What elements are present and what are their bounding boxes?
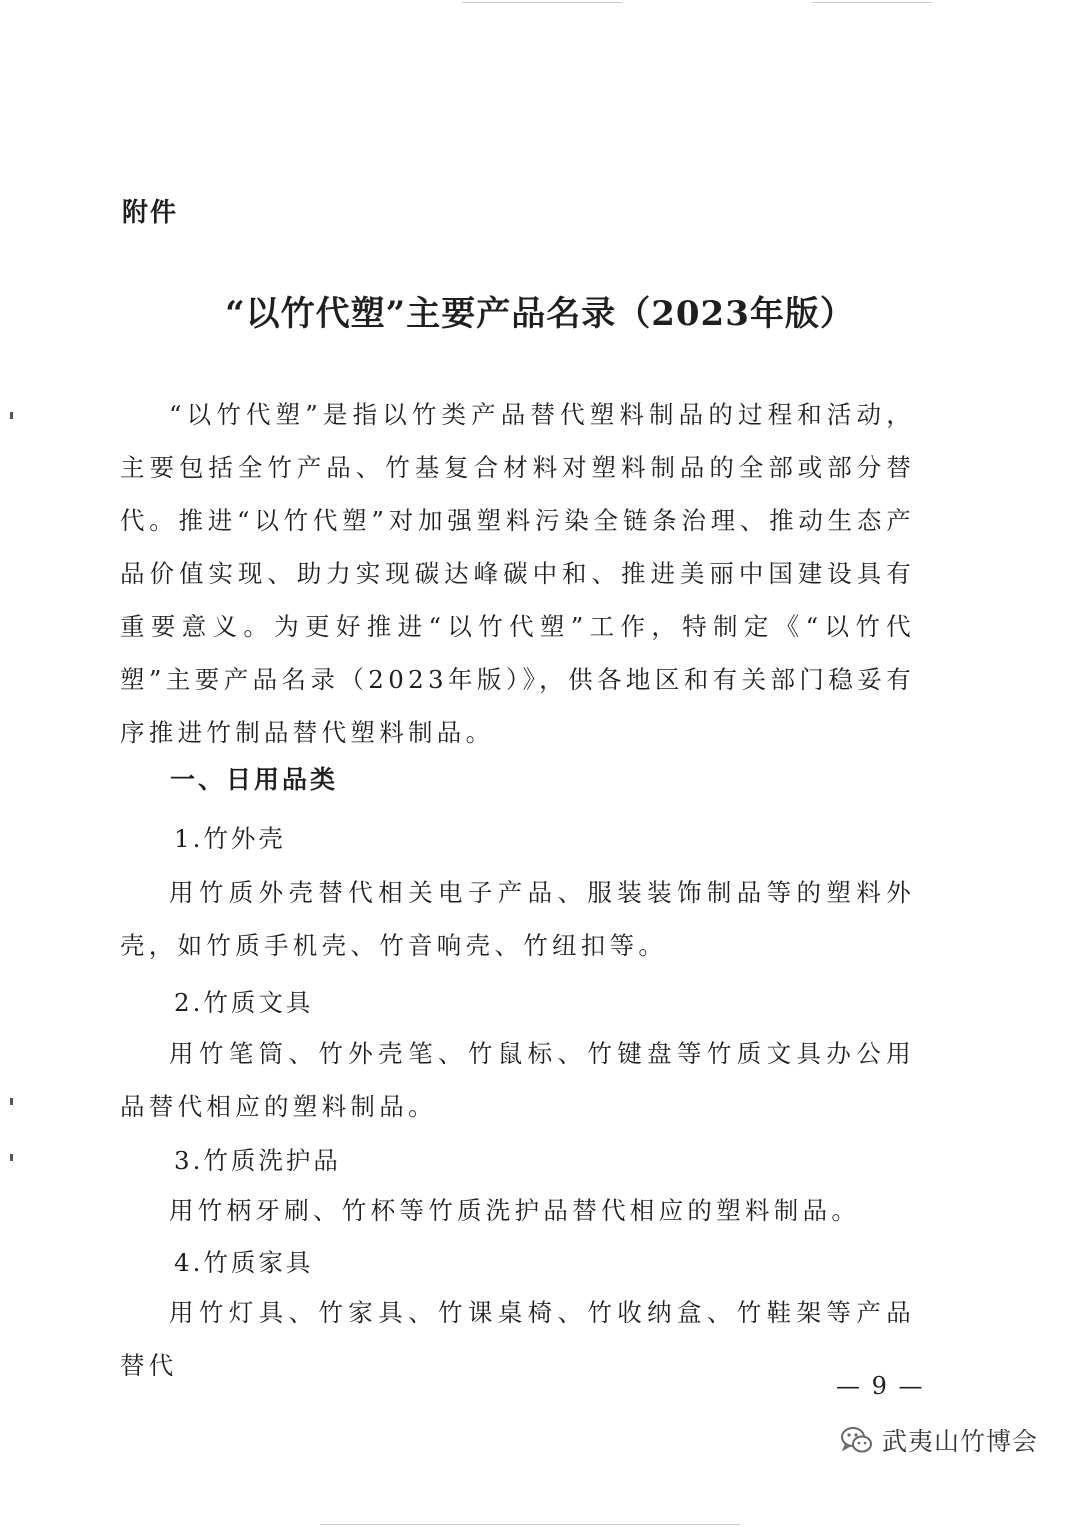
item-title-bamboo-furniture: 4.竹质家具 — [174, 1248, 314, 1277]
section-heading-daily-goods: 一、日用品类 — [170, 765, 339, 794]
item-text-bamboo-furniture-block — [120, 1286, 915, 1392]
intro-paragraph — [120, 388, 915, 759]
watermark-text: 武夷山竹博会 — [882, 1427, 1039, 1456]
item-text-bamboo-shell: 用竹质外壳替代相关电子产品、服装装饰制品等的塑料外壳，如竹质手机壳、竹音响壳、竹纽扣等。 — [120, 878, 915, 960]
watermark — [840, 1422, 1038, 1458]
scan-line-bottom — [320, 1524, 740, 1525]
item-text-bamboo-toiletries: 用竹柄牙刷、竹杯等竹质洗护品替代相应的塑料制品。 — [169, 1196, 861, 1225]
item-title-bamboo-shell: 1.竹外壳 — [174, 824, 286, 853]
scan-dot — [10, 1098, 13, 1105]
attachment-label: 附件 — [122, 198, 179, 228]
scan-line-top-left — [462, 2, 622, 3]
intro-text: “以竹代塑”是指以竹类产品替代塑料制品的过程和活动，主要包括全竹产品、竹基复合材料对塑料制品的全部或部分替代。推进“以竹代塑”对加强塑料污染全链条治理、推动生态产品价值实现、助力实现碳达峰碳中和、推进美丽中国建设具有重要意义。为更好推进“以竹代塑”工作，特制定《“以竹代塑”主要产品名录（2023年版）》，供各地区和有关部门稳妥有序推进竹制品替代塑料制品。 — [120, 400, 915, 747]
item-text-bamboo-stationery: 用竹笔筒、竹外壳笔、竹鼠标、竹键盘等竹质文具办公用品替代相应的塑料制品。 — [120, 1039, 915, 1121]
item-title-bamboo-toiletries: 3.竹质洗护品 — [174, 1146, 341, 1175]
item-text-bamboo-shell-block — [120, 866, 915, 972]
page-title: “以竹代塑”主要产品名录（2023年版） — [225, 294, 855, 334]
wechat-icon — [840, 1425, 874, 1455]
item-text-bamboo-stationery-block — [120, 1027, 915, 1133]
item-text-bamboo-furniture: 用竹灯具、竹家具、竹课桌椅、竹收纳盒、竹鞋架等产品替代 — [120, 1298, 915, 1380]
page-number: — 9 — — [836, 1372, 925, 1400]
scan-dot — [10, 412, 13, 419]
scan-dot — [10, 1154, 13, 1161]
scan-line-top-right — [812, 2, 932, 3]
item-text-bamboo-toiletries-block — [120, 1184, 915, 1237]
item-title-bamboo-stationery: 2.竹质文具 — [174, 988, 314, 1017]
